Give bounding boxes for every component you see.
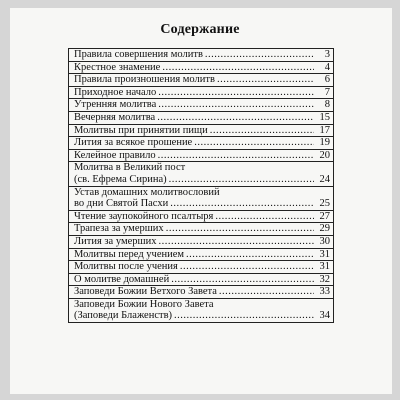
toc-entry-line2 xyxy=(74,310,330,322)
toc-leader-dots xyxy=(205,49,314,61)
toc-entry xyxy=(69,150,333,163)
toc-entry xyxy=(69,99,333,112)
toc-page-number: 30 xyxy=(319,235,330,247)
toc-entry-label: Правила совершения молитв xyxy=(74,49,203,60)
toc-entry xyxy=(69,274,333,287)
toc-entry-label: Приходное начало xyxy=(74,86,157,98)
toc-entry-label-line1: Устав домашних молитвословий xyxy=(74,186,220,198)
toc-leader-dots xyxy=(219,286,314,298)
toc-entry-line2 xyxy=(74,198,330,210)
toc-entry-label: Молитвы перед учением xyxy=(74,248,185,260)
toc-entry xyxy=(69,62,333,75)
toc-leader-dots xyxy=(158,99,314,111)
toc-entry xyxy=(69,162,333,186)
toc-page-number: 6 xyxy=(324,74,330,86)
toc-entry xyxy=(69,249,333,262)
toc-page-number: 32 xyxy=(319,273,330,285)
toc-entry-label: Трапеза за умерших xyxy=(74,223,164,235)
toc-entry-label: (св. Ефрема Сирина) xyxy=(74,173,167,185)
toc-entry-label: Утренняя молитва xyxy=(74,99,157,111)
toc-page-number: 27 xyxy=(319,210,330,222)
toc-page-number: 34 xyxy=(319,310,330,322)
toc-leader-dots xyxy=(162,62,314,74)
toc-entry-label: Лития за умерших xyxy=(74,235,157,247)
toc-page-number: 24 xyxy=(319,173,330,185)
toc-entry-label: Вечерняя молитва xyxy=(74,111,156,123)
toc-page-number: 29 xyxy=(319,223,330,235)
toc-leader-dots xyxy=(174,310,314,322)
toc-leader-dots xyxy=(171,274,314,286)
toc-page-number: 15 xyxy=(319,111,330,123)
toc-entry xyxy=(69,112,333,125)
toc-entry xyxy=(69,187,333,211)
toc-leader-dots xyxy=(215,211,314,223)
toc-entry xyxy=(69,125,333,138)
toc-page-number: 31 xyxy=(319,248,330,260)
toc-entry xyxy=(69,87,333,100)
toc-page-number: 4 xyxy=(324,61,330,73)
toc-page-number: 33 xyxy=(319,286,330,298)
toc-entry-label-line1: Молитва в Великий пост xyxy=(74,162,186,174)
toc-leader-dots xyxy=(170,198,314,210)
toc-entry xyxy=(69,211,333,224)
toc-leader-dots xyxy=(158,150,314,162)
toc-page-number: 8 xyxy=(324,99,330,111)
toc-leader-dots xyxy=(194,137,314,149)
toc-page-number: 19 xyxy=(319,137,330,149)
toc-entry-label: (Заповеди Блаженств) xyxy=(74,310,173,322)
toc-entry xyxy=(69,261,333,274)
toc-entry-label: Чтение заупокойного псалтыря xyxy=(74,210,214,222)
toc-page-number: 17 xyxy=(319,124,330,136)
toc-leader-dots xyxy=(169,174,314,186)
toc-entry-label: Правила произношения молитв xyxy=(74,74,215,86)
toc-entry xyxy=(69,49,333,62)
toc-entry xyxy=(69,137,333,150)
toc-page-number: 25 xyxy=(319,198,330,210)
toc-entry xyxy=(69,286,333,299)
toc-entry-label: Молитвы после учения xyxy=(74,261,178,273)
page-title: Содержание xyxy=(160,22,240,37)
toc-leader-dots xyxy=(210,125,314,137)
toc-entry-label: О молитве домашней xyxy=(74,273,170,285)
toc-entry-label: Лития за всякое прошение xyxy=(74,137,193,149)
toc-page-number: 20 xyxy=(319,149,330,161)
toc-entry-line2 xyxy=(74,174,330,186)
toc-entry-label-line1: Заповеди Божии Нового Завета xyxy=(74,298,214,310)
toc-leader-dots xyxy=(217,74,314,86)
toc-entry xyxy=(69,223,333,236)
toc-leader-dots xyxy=(166,223,314,235)
toc-entry-label: во дни Святой Пасхи xyxy=(74,198,169,210)
toc-entry xyxy=(69,74,333,87)
toc-page-number: 3 xyxy=(324,49,330,60)
toc-entry-label: Келейное правило xyxy=(74,149,156,161)
toc-entry-label: Заповеди Божии Ветхого Завета xyxy=(74,286,217,298)
table-of-contents xyxy=(68,48,334,323)
toc-leader-dots xyxy=(158,87,314,99)
toc-entry-label: Молитвы при принятии пищи xyxy=(74,124,208,136)
toc-leader-dots xyxy=(180,261,314,273)
toc-entry xyxy=(69,236,333,249)
toc-leader-dots xyxy=(157,112,314,124)
toc-leader-dots xyxy=(158,236,314,248)
toc-entry-label: Крестное знамение xyxy=(74,61,161,73)
toc-entry xyxy=(69,299,333,323)
toc-leader-dots xyxy=(186,249,314,261)
toc-page-number: 7 xyxy=(324,86,330,98)
toc-page-number: 31 xyxy=(319,261,330,273)
